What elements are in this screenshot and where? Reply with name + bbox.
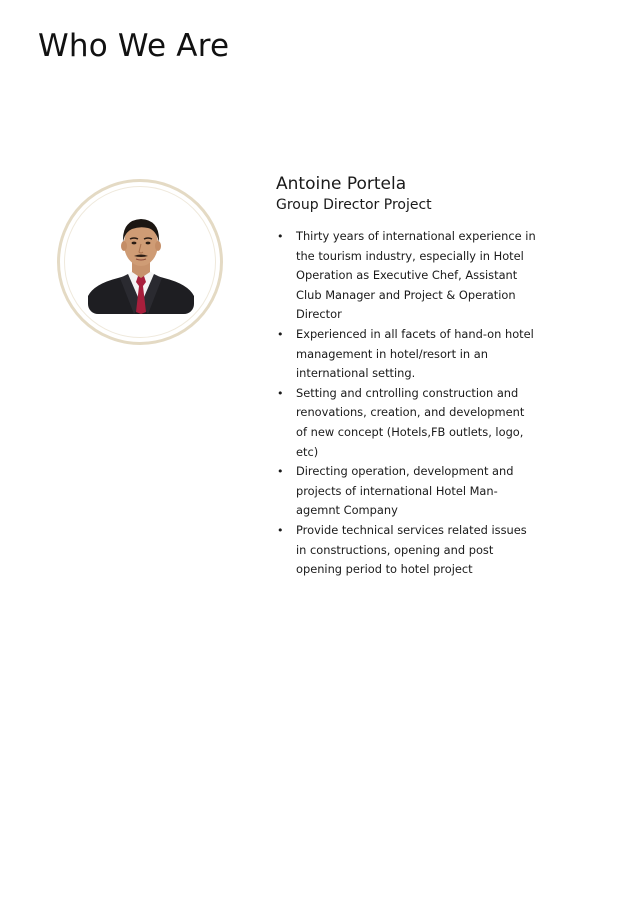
bullet-icon: • (277, 327, 284, 341)
experience-item: • Experienced in all facets of hand-on hotel management in hotel/resort in an international setting. (277, 326, 534, 381)
experience-item: • Directing operation, development and projects of international Hotel Man-agemnt Company (277, 464, 514, 518)
bullet-icon: • (277, 465, 284, 479)
experience-item: • Thirty years of international experience in the tourism industry, especially in Hotel Operation as Executive Chef, Assistant Club Manager and Project & Operation Director (277, 229, 536, 322)
portrait-photo (88, 208, 194, 314)
bullet-icon: • (277, 523, 284, 537)
experience-list (276, 227, 538, 580)
person-name: Antoine Portela (276, 174, 407, 194)
bullet-icon: • (277, 230, 284, 243)
experience-item: • Provide technical services related issues in constructions, opening and post opening period to hotel project (277, 522, 527, 577)
profile-section (276, 173, 538, 580)
page-title: Who We Are (38, 28, 230, 64)
person-role: Group Director Project (276, 197, 432, 213)
bullet-icon: • (277, 386, 284, 400)
experience-item: • Setting and cntrolling construction and renovations, creation, and development of new concept (Hotels,FB outlets, logo, etc) (277, 385, 525, 459)
